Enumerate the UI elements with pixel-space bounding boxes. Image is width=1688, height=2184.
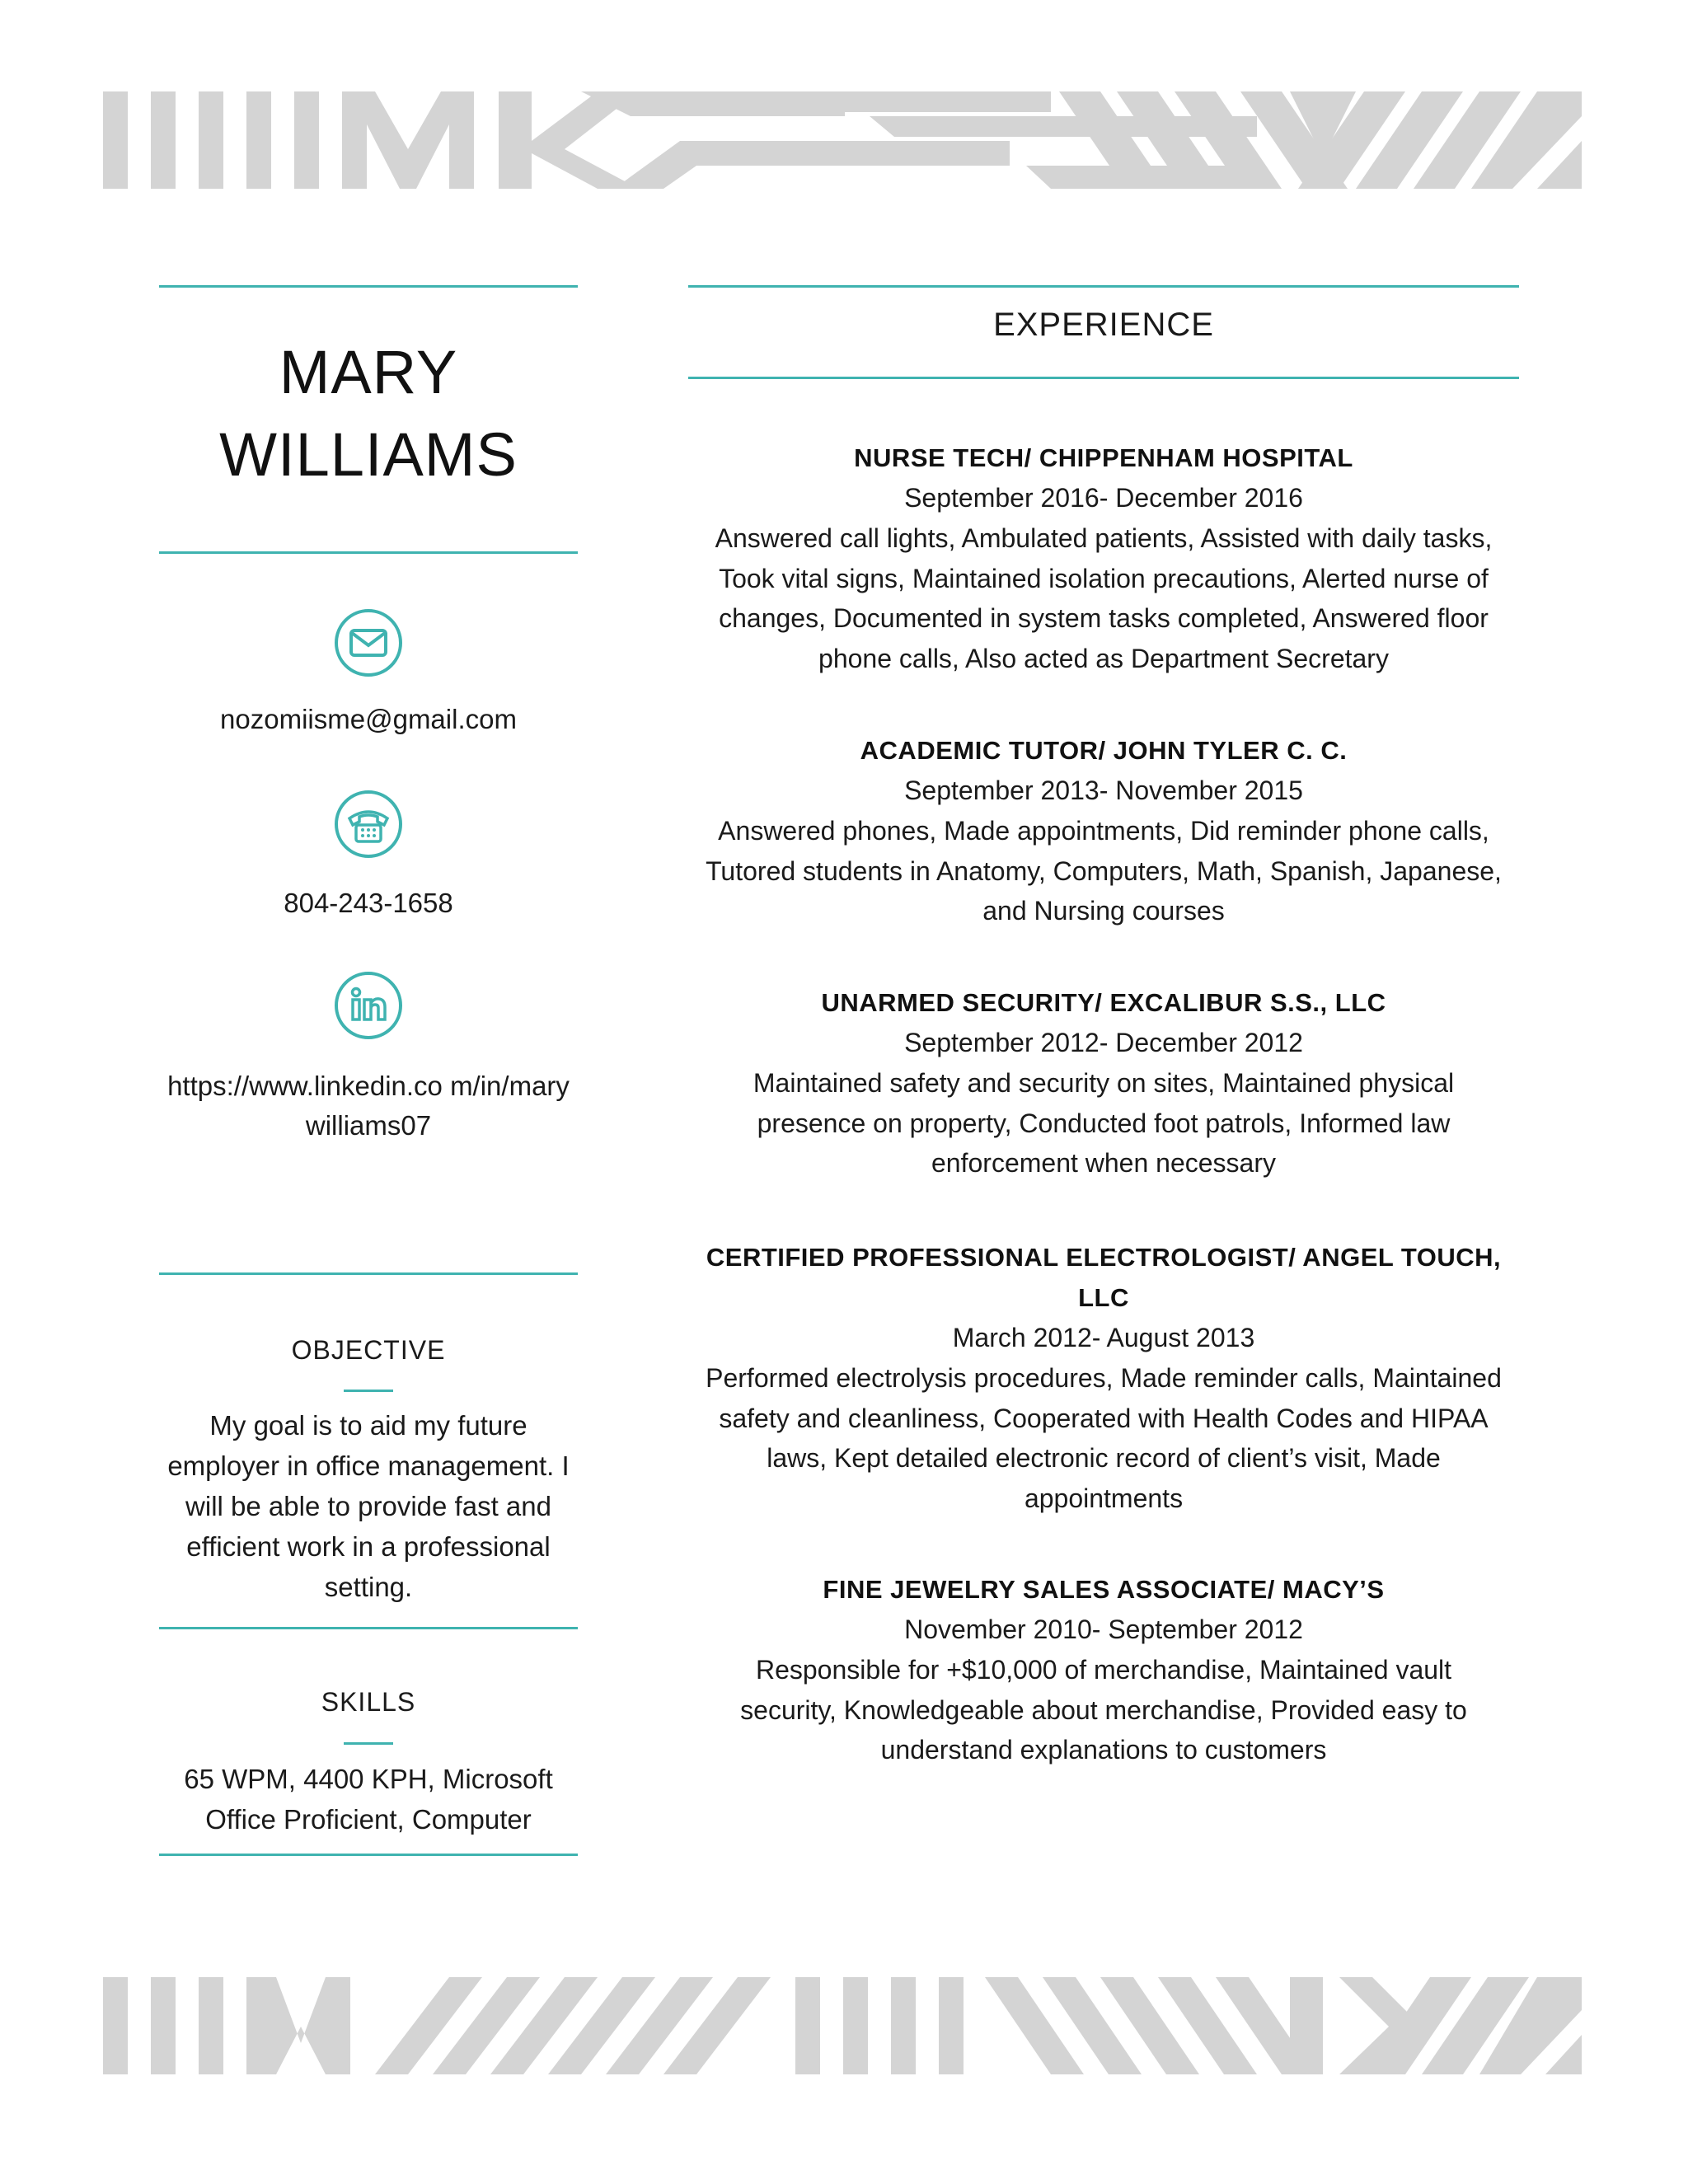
- stripe-pattern-bottom: [103, 1977, 1582, 2074]
- objective-bottom-rule: [159, 1627, 578, 1629]
- job-title: FINE JEWELRY SALES ASSOCIATE/ MACY’S: [823, 1575, 1385, 1604]
- stripe-pattern-top: [103, 91, 1582, 189]
- decorative-bottom-band: [103, 1977, 1582, 2074]
- job-dates: March 2012- August 2013: [952, 1323, 1255, 1352]
- job-dates: September 2016- December 2016: [904, 483, 1303, 513]
- linkedin-url-line2[interactable]: williams07: [305, 1110, 432, 1141]
- linkedin-url[interactable]: [159, 1066, 578, 1146]
- job-entry: [688, 1237, 1519, 1518]
- experience-top-rule: [688, 285, 1519, 288]
- skills-text: 65 WPM, 4400 KPH, Microsoft Office Proficient, Computer: [184, 1764, 553, 1835]
- job-dates: September 2012- December 2012: [904, 1028, 1303, 1057]
- phone-number: 804-243-1658: [284, 888, 453, 918]
- job-dates: November 2010- September 2012: [904, 1615, 1303, 1644]
- name-top-rule: [159, 285, 578, 288]
- objective-mini-rule: [344, 1390, 393, 1392]
- job-title: NURSE TECH/ CHIPPENHAM HOSPITAL: [854, 443, 1353, 472]
- first-name: MARY: [279, 338, 458, 406]
- experience-heading: EXPERIENCE: [993, 307, 1214, 343]
- linkedin-icon: [333, 970, 404, 1041]
- job-entry: [688, 730, 1519, 931]
- skills-mini-rule: [344, 1742, 393, 1745]
- job-entry: [688, 982, 1519, 1183]
- job-description: Answered call lights, Ambulated patients, Assisted with daily tasks, Took vital signs, Maintained isolation precautions, Alerted nurse of changes, Documented in system tasks completed, Answered floor phone calls, Also acted as Department Secretary: [715, 523, 1493, 673]
- last-name: WILLIAMS: [219, 420, 518, 489]
- linkedin-url-line1[interactable]: https://www.linkedin.co m/in/mary: [167, 1071, 570, 1101]
- envelope-icon: [333, 607, 404, 678]
- job-dates: September 2013- November 2015: [904, 776, 1303, 805]
- job-entry: [688, 438, 1519, 678]
- candidate-name: [159, 331, 578, 496]
- job-title: CERTIFIED PROFESSIONAL ELECTROLOGIST/ ANGEL TOUCH, LLC: [706, 1243, 1502, 1312]
- name-bottom-rule: [159, 551, 578, 554]
- job-description: Answered phones, Made appointments, Did reminder phone calls, Tutored students in Anatomy, Computers, Math, Spanish, Japanese, and Nursing courses: [706, 816, 1502, 926]
- job-description: Performed electrolysis procedures, Made reminder calls, Maintained safety and cleanliness, Cooperated with Health Codes and HIPAA laws, Kept detailed electronic record of client’s visit, Made appointments: [706, 1363, 1502, 1513]
- objective-heading: OBJECTIVE: [291, 1335, 446, 1365]
- telephone-icon: [333, 789, 404, 860]
- objective-top-rule: [159, 1272, 578, 1275]
- job-description: Maintained safety and security on sites, Maintained physical presence on property, Conducted foot patrols, Informed law enforcement when necessary: [753, 1068, 1455, 1178]
- decorative-top-band: [103, 91, 1582, 189]
- skills-heading: SKILLS: [321, 1687, 416, 1717]
- job-title: ACADEMIC TUTOR/ JOHN TYLER C. C.: [860, 736, 1348, 765]
- objective-text: My goal is to aid my future employer in office management. I will be able to provide fast and efficient work in a professional setting.: [167, 1410, 570, 1602]
- job-description: Responsible for +$10,000 of merchandise, Maintained vault security, Knowledgeable about merchandise, Provided easy to understand explanations to customers: [740, 1655, 1467, 1765]
- skills-bottom-rule: [159, 1854, 578, 1856]
- experience-bottom-rule: [688, 377, 1519, 379]
- job-title: UNARMED SECURITY/ EXCALIBUR S.S., LLC: [821, 988, 1386, 1017]
- email-address[interactable]: nozomiisme@gmail.com: [220, 704, 517, 734]
- job-entry: [688, 1569, 1519, 1770]
